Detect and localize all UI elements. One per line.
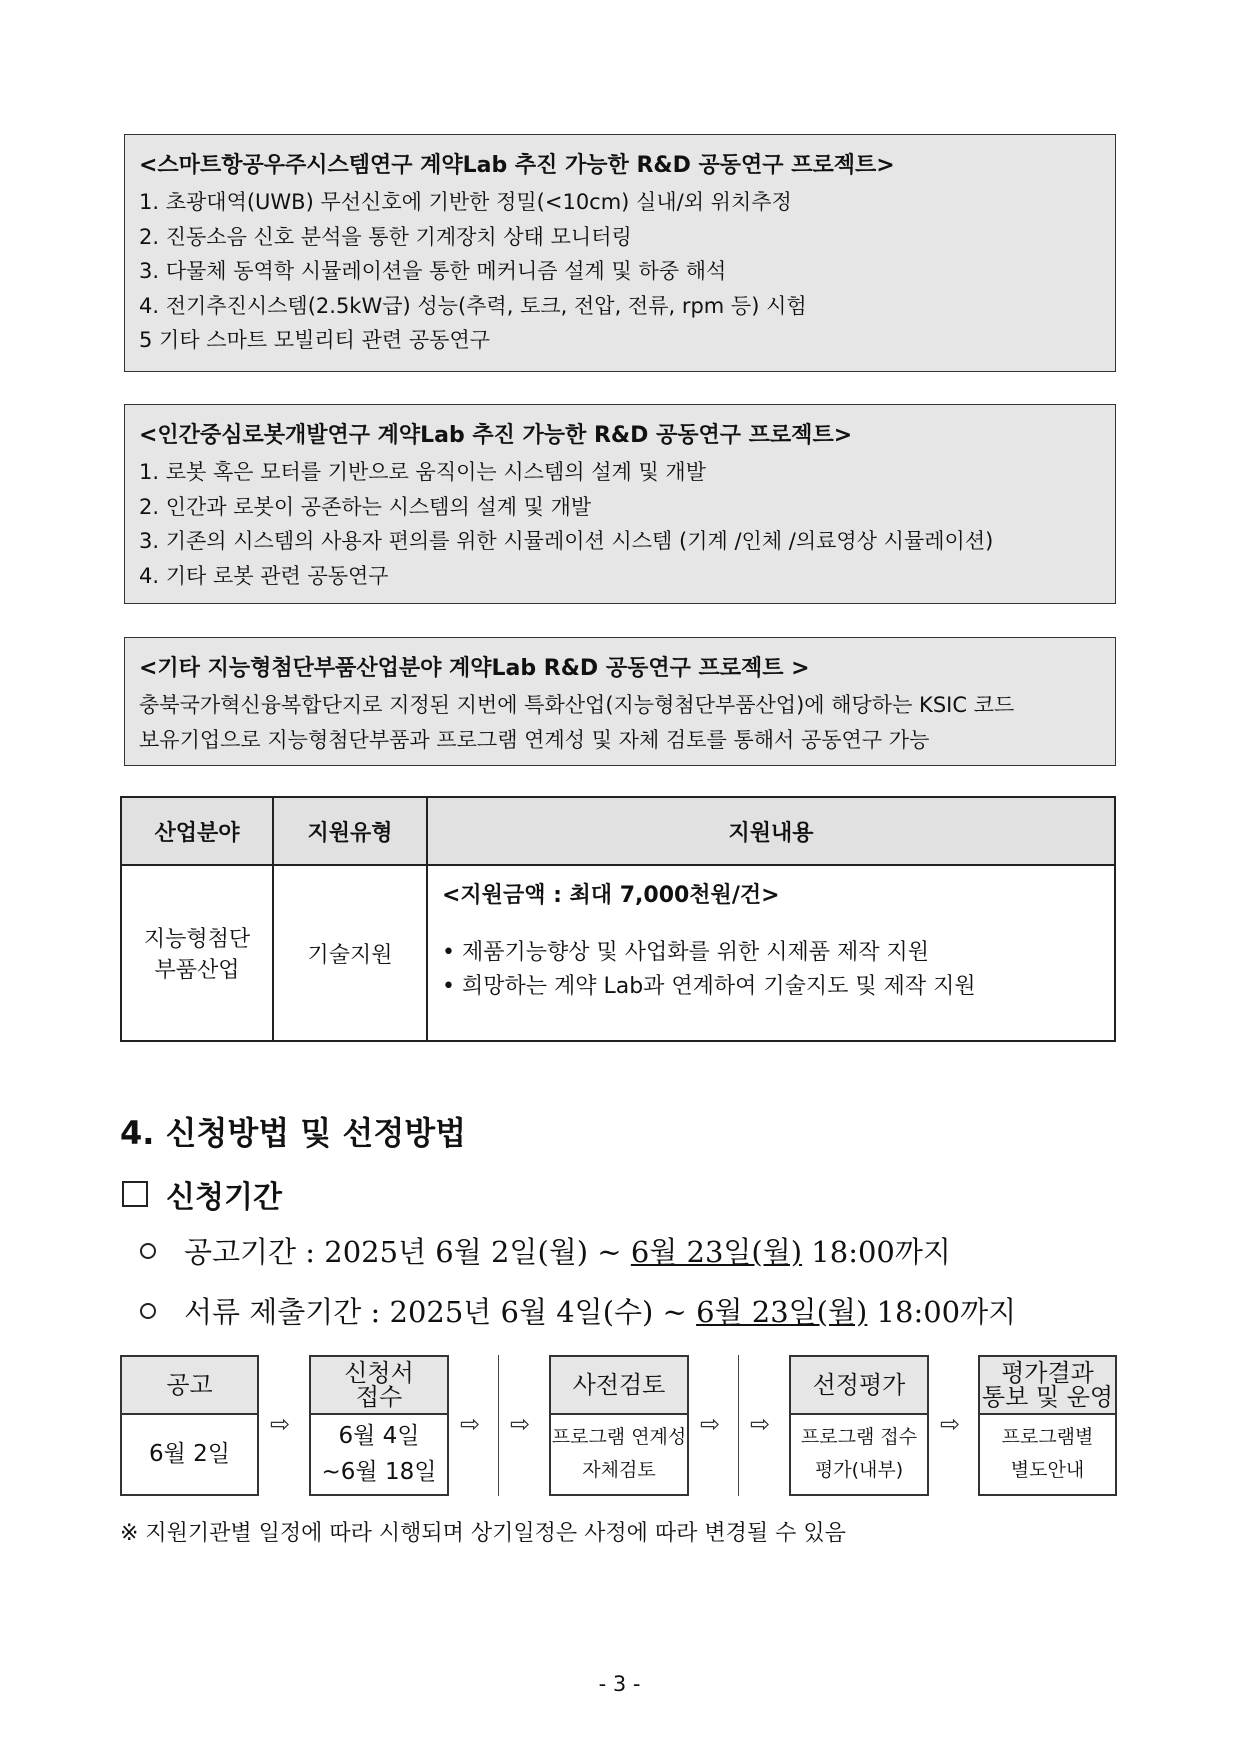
schedule-note: ※ 지원기관별 일정에 따라 시행되며 상기일정은 사정에 따라 변경될 수 있음 (120, 1521, 846, 1546)
flow-step-body (551, 1413, 687, 1494)
section-title: 4. 신청방법 및 선정방법 (120, 1114, 467, 1152)
support-amount: <지원금액 : 최대 7,000천원/건> (442, 883, 780, 908)
flow-step-head: 선정평가 (791, 1357, 927, 1415)
flow-step-text: 프로그램 연계성 (551, 1425, 687, 1448)
divider (738, 1355, 739, 1496)
list-item: 2. 인간과 로봇이 공존하는 시스템의 설계 및 개발 (139, 494, 592, 519)
circle-bullet-icon (140, 1243, 156, 1259)
flow-step-body (791, 1413, 927, 1494)
list-item: 4. 전기추진시스템(2.5kW급) 성능(추력, 토크, 전압, 전류, rpm 등) 시험 (139, 293, 807, 318)
box-title: <인간중심로봇개발연구 계약Lab 추진 가능한 R&D 공동연구 프로젝트> (139, 423, 853, 448)
list-item: 3. 다물체 동역학 시뮬레이션을 통한 메커니즘 설계 및 하중 해석 (139, 259, 727, 283)
list-item: 4. 기타 로봇 관련 공동연구 (139, 563, 389, 588)
subsection-label: 신청기간 (166, 1180, 282, 1215)
period-end-date: 6월 23일(월) (630, 1235, 803, 1269)
flow-step-result (978, 1355, 1117, 1496)
flow-step-evaluation (789, 1355, 929, 1496)
header-content: 지원내용 (427, 797, 1115, 865)
right-arrow-icon: ⇨ (940, 1410, 961, 1438)
list-item: 5 기타 스마트 모빌리티 관련 공동연구 (139, 328, 491, 352)
box-title: <스마트항공우주시스템연구 계약Lab 추진 가능한 R&D 공동연구 프로젝트> (139, 153, 895, 178)
period-label: 공고기간 : 2025년 6월 2일(월) ~ (184, 1235, 631, 1269)
cell-industry (121, 865, 273, 1041)
table-header-row (121, 797, 1115, 865)
flow-step-text: 별도안내 (1010, 1458, 1085, 1481)
flow-step-body (980, 1413, 1115, 1494)
circle-bullet-icon (140, 1303, 156, 1319)
flow-step-head (980, 1357, 1115, 1415)
support-table (120, 796, 1116, 1042)
page-number: - 3 - (598, 1672, 641, 1696)
project-box-smart-aerospace (124, 134, 1116, 372)
bullet-item: • 희망하는 계약 Lab과 연계하여 기술지도 및 제작 지원 (442, 974, 976, 999)
box-title: <기타 지능형첨단부품산업분야 계약Lab R&D 공동연구 프로젝트 > (139, 656, 810, 681)
right-arrow-icon: ⇨ (750, 1410, 771, 1438)
flow-step-body (311, 1413, 447, 1494)
industry-line: 지능형첨단 (143, 927, 251, 952)
flow-step-text: 프로그램 접수 (800, 1425, 918, 1448)
list-item: 보유기업으로 지능형첨단부품과 프로그램 연계성 및 자체 검토를 통해서 공동연구 가능 (139, 727, 930, 752)
flow-step-application (309, 1355, 449, 1496)
flow-step-body (122, 1413, 257, 1494)
flow-step-text: 평가결과 (1001, 1359, 1094, 1387)
flow-step-text: 6월 4일 (338, 1422, 420, 1449)
cell-content (427, 865, 1115, 1041)
list-item: 1. 초광대역(UWB) 무선신호에 기반한 정밀(<10cm) 실내/외 위치추정 (139, 190, 792, 214)
industry-line: 부품산업 (154, 958, 240, 983)
flow-step-text: 프로그램별 (1001, 1425, 1094, 1448)
flow-step-announcement (120, 1355, 259, 1496)
cell-type: 기술지원 (273, 865, 427, 1041)
flow-step-head: 공고 (122, 1357, 257, 1415)
right-arrow-icon: ⇨ (270, 1410, 291, 1438)
project-box-advanced-parts (124, 637, 1116, 766)
right-arrow-icon: ⇨ (460, 1410, 481, 1438)
flow-step-text: 6월 2일 (148, 1440, 230, 1467)
period-time: 18:00까지 (802, 1235, 951, 1269)
right-arrow-icon: ⇨ (510, 1410, 531, 1438)
period-submission (140, 1290, 1016, 1331)
header-type: 지원유형 (273, 797, 427, 865)
list-item: 1. 로봇 혹은 모터를 기반으로 움직이는 시스템의 설계 및 개발 (139, 460, 706, 484)
flow-step-text: 접수 (355, 1383, 403, 1411)
flow-step-text: 자체검토 (582, 1458, 656, 1481)
flow-step-text: 신청서 (344, 1359, 414, 1387)
period-announcement (140, 1230, 951, 1271)
period-label: 서류 제출기간 : 2025년 6월 4일(수) ~ (184, 1295, 697, 1329)
right-arrow-icon: ⇨ (700, 1410, 721, 1438)
flow-step-head: 사전검토 (551, 1357, 687, 1415)
header-industry: 산업분야 (121, 797, 273, 865)
list-item: 3. 기존의 시스템의 사용자 편의를 위한 시뮬레이션 시스템 (기계 /인체 /의료영상 시뮬레이션) (139, 529, 994, 553)
list-item: 2. 진동소음 신호 분석을 통한 기계장치 상태 모니터링 (139, 224, 632, 249)
flow-step-head (311, 1357, 447, 1415)
divider (498, 1355, 499, 1496)
flow-step-pre-review (549, 1355, 689, 1496)
flow-step-text: 통보 및 운영 (981, 1383, 1114, 1411)
flow-step-text: 평가(내부) (814, 1458, 904, 1481)
bullet-item: • 제품기능향상 및 사업화를 위한 시제품 제작 지원 (442, 940, 929, 965)
table-row (121, 865, 1115, 1041)
checkbox-square-icon (122, 1181, 148, 1207)
subsection-title (122, 1172, 282, 1216)
project-box-human-robot (124, 404, 1116, 604)
flow-step-text: ~6월 18일 (321, 1458, 437, 1485)
list-item: 충북국가혁신융복합단지로 지정된 지번에 특화산업(지능형첨단부품산업)에 해당하는 KSIC 코드 (139, 693, 1015, 717)
period-time: 18:00까지 (867, 1295, 1017, 1329)
period-end-date: 6월 23일(월) (696, 1295, 868, 1329)
